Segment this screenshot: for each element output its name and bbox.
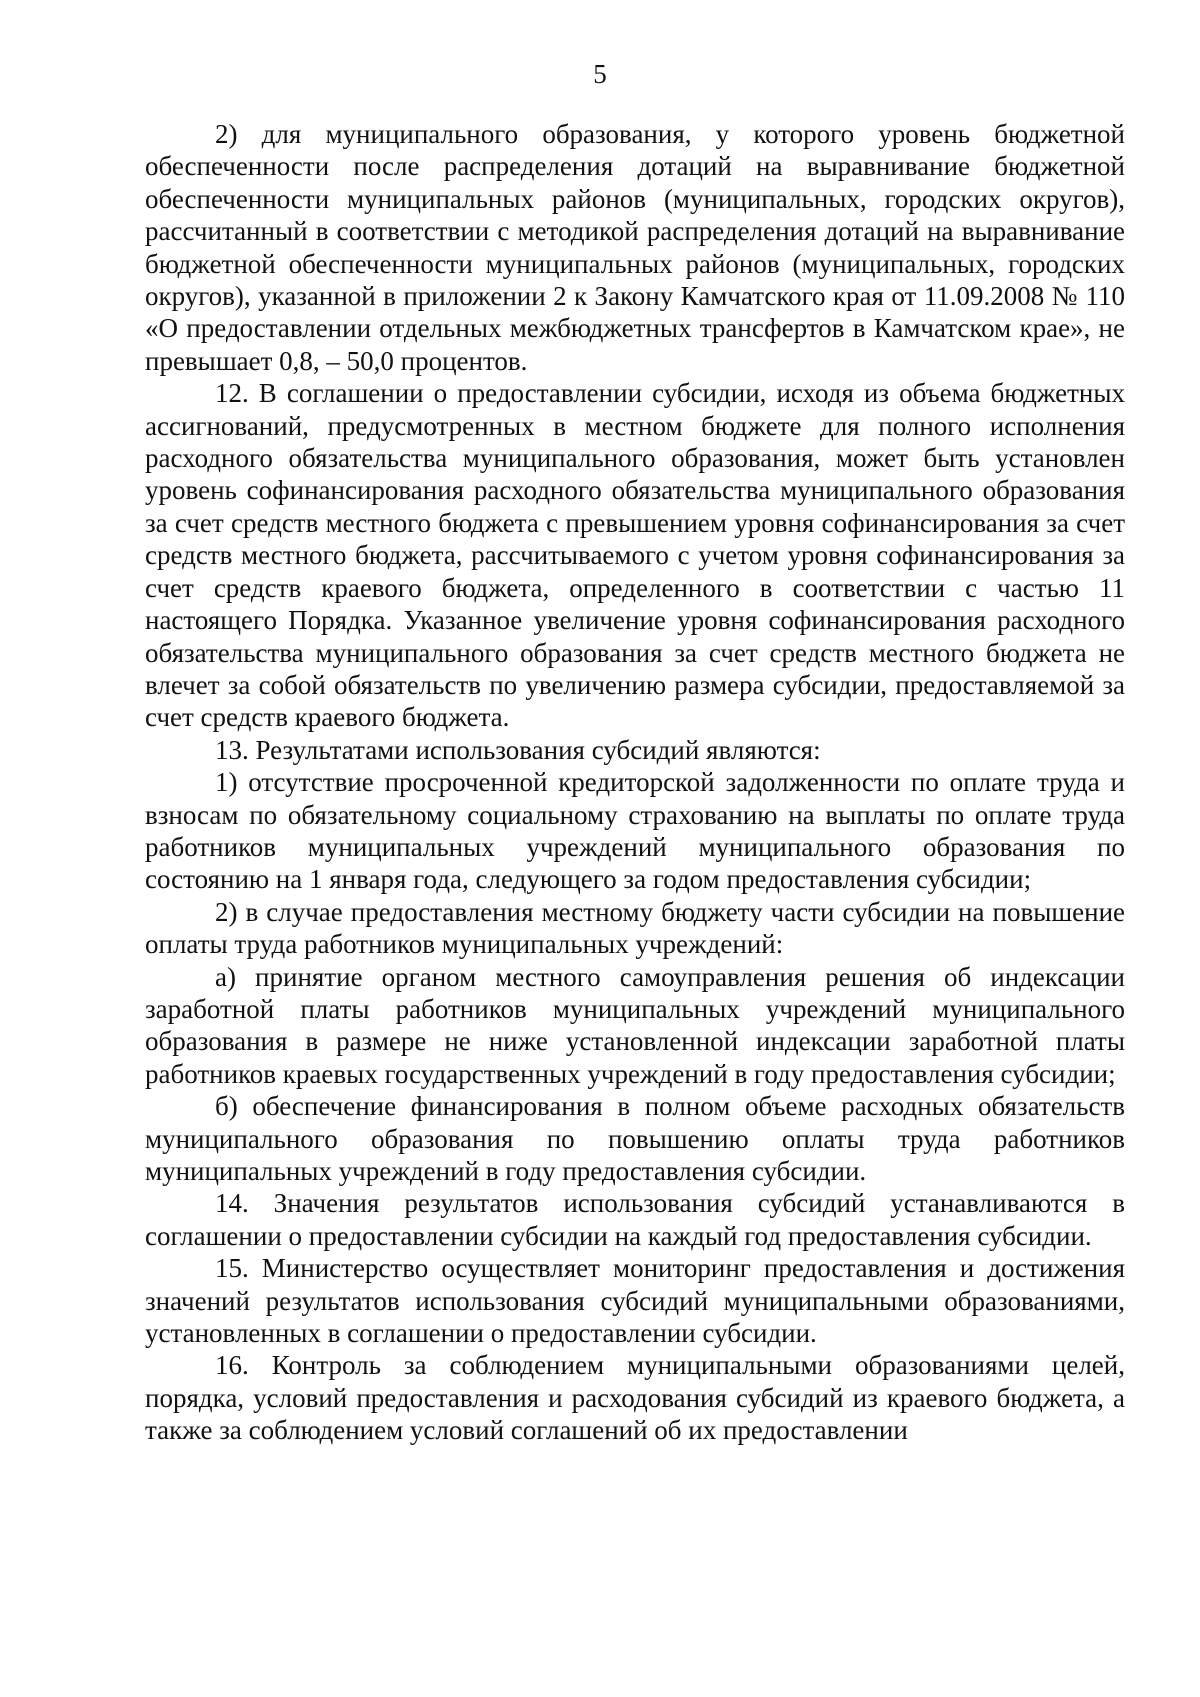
paragraph-result-2: 2) в случае предоставления местному бюджету части субсидии на повышение оплаты труда работников муниципальных учреждений: xyxy=(145,896,1125,960)
paragraph-result-1: 1) отсутствие просроченной кредиторской задолженности по оплате труда и взносам по обязательному социальному страхованию на выплаты по оплате труда работников муниципальных учреждений муниципального образования по состоянию на 1 января года, следующего за годом предоставления субсидии; xyxy=(145,767,1125,895)
paragraph-section-12: 12. В соглашении о предоставлении субсидии, исходя из объема бюджетных ассигнований, предусмотренных в местном бюджете для полного исполнения расходного обязательства муниципального образования, может быть установлен уровень софинансирования расходного обязательства муниципального образования за счет средств местного бюджета с превышением уровня софинансирования за счет средств местного бюджета, рассчитываемого с учетом уровня софинансирования за счет средств краевого бюджета, определенного в соответствии с частью 11 настоящего Порядка. Указанное увеличение уровня софинансирования расходного обязательства муниципального образования за счет средств местного бюджета не влечет за собой обязательств по увеличению размера субсидии, предоставляемой за счет средств краевого бюджета. xyxy=(145,378,1125,733)
paragraph-section-16: 16. Контроль за соблюдением муниципальными образованиями целей, порядка, условий предоставления и расходования субсидий из краевого бюджета, а также за соблюдением условий соглашений об их предоставлении xyxy=(145,1350,1125,1446)
page-number: 5 xyxy=(593,59,607,89)
paragraph-section-14: 14. Значения результатов использования субсидий устанавливаются в соглашении о предоставлении субсидии на каждый год предоставления субсидии. xyxy=(145,1188,1125,1251)
paragraph-section-15: 15. Министерство осуществляет мониторинг предоставления и достижения значений результатов использования субсидий муниципальными образованиями, установленных в соглашении о предоставлении субсидии. xyxy=(145,1253,1125,1349)
paragraph-result-2a: а) принятие органом местного самоуправления решения об индексации заработной платы работников муниципальных учреждений муниципального образования в размере не ниже установленной индексации заработной платы работников краевых государственных учреждений в году предоставления субсидии; xyxy=(145,961,1125,1089)
paragraph-result-2b: б) обеспечение финансирования в полном объеме расходных обязательств муниципального образования по повышению оплаты труда работников муниципальных учреждений в году предоставления субсидии. xyxy=(145,1091,1125,1186)
paragraph-subitem-2: 2) для муниципального образования, у которого уровень бюджетной обеспеченности после распределения дотаций на выравнивание бюджетной обеспеченности муниципальных районов (муниципальных, городских округов), рассчитанный в соответствии с методикой распределения дотаций на выравнивание бюджетной обеспеченности муниципальных районов (муниципальных, городских округов), указанной в приложении 2 к Закону Камчатского края от 11.09.2008 № 110 «О предоставлении отдельных межбюджетных трансфертов в Камчатском крае», не превышает 0,8, – 50,0 процентов. xyxy=(145,119,1125,376)
paragraph-section-13: 13. Результатами использования субсидий являются: xyxy=(215,734,821,765)
document-body xyxy=(145,118,1125,1447)
